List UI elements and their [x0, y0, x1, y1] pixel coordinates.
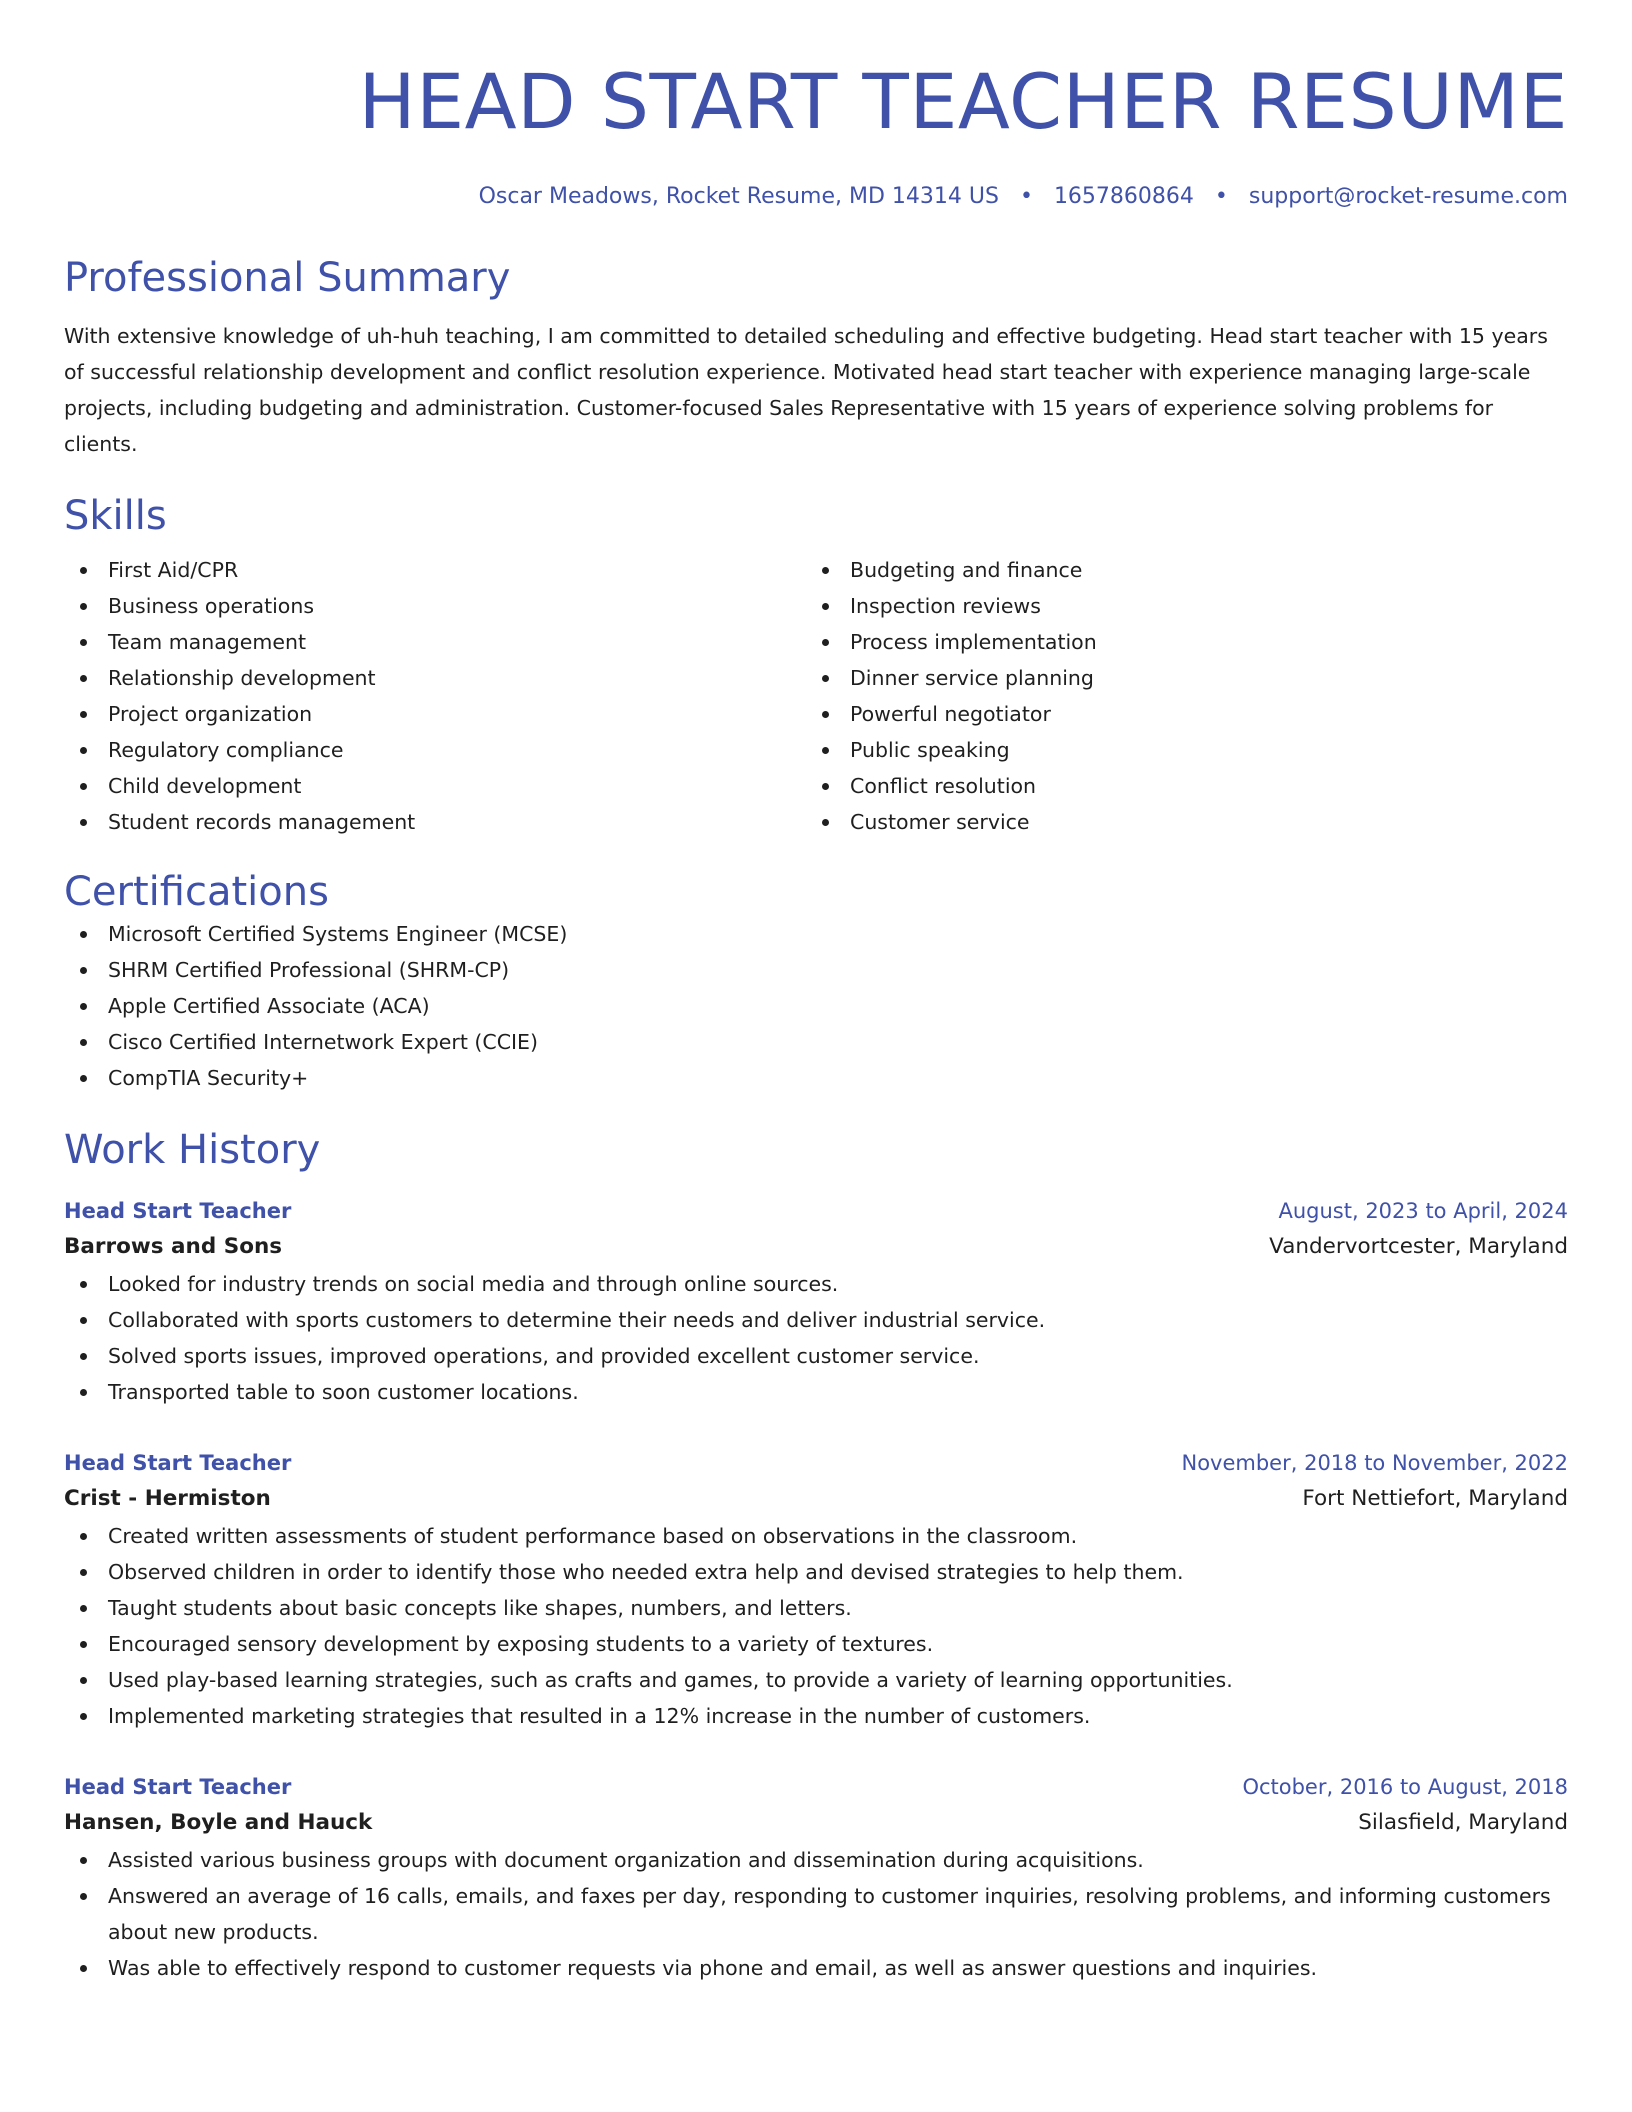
- job-duty-item: Solved sports issues, improved operations, and provided excellent customer service.: [64, 1338, 1568, 1374]
- contact-address: Oscar Meadows, Rocket Resume, MD 14314 US: [478, 184, 999, 209]
- job-company-row: [64, 1228, 1568, 1266]
- job-header-row: [64, 1770, 1568, 1804]
- job-title: Head Start Teacher: [64, 1775, 292, 1799]
- job-duty-item: Answered an average of 16 calls, emails, and faxes per day, responding to customer inquiries, resolving problems, and informing customers about new products.: [64, 1878, 1568, 1950]
- skill-item: Public speaking: [806, 732, 1548, 768]
- summary-text: With extensive knowledge of uh-huh teaching, I am committed to detailed scheduling and effective budgeting. Head start teacher with 15 years of successful relationship development and conflict resolution experience. Motivated head start teacher with experience managing large-scale projects, including budgeting and administration. Customer-focused Sales Representative with 15 years of experience solving problems for clients.: [64, 324, 1548, 456]
- job-company-row: [64, 1804, 1568, 1842]
- job-duty-item: Assisted various business groups with document organization and dissemination during acquisitions.: [64, 1842, 1568, 1878]
- certification-item: Cisco Certified Internetwork Expert (CCIE): [64, 1024, 1568, 1060]
- skill-item: Child development: [64, 768, 806, 804]
- job-dates: November, 2018 to November, 2022: [1181, 1451, 1568, 1475]
- job-duties-list: [64, 1842, 1568, 1986]
- job-location: Silasfield, Maryland: [1358, 1810, 1568, 1835]
- skill-item: Student records management: [64, 804, 806, 840]
- contact-email: support@rocket-resume.com: [1248, 184, 1568, 209]
- skill-item: First Aid/CPR: [64, 552, 806, 588]
- job-duty-item: Used play-based learning strategies, such as crafts and games, to provide a variety of learning opportunities.: [64, 1662, 1568, 1698]
- job-duties-list: [64, 1266, 1568, 1410]
- skill-item: Inspection reviews: [806, 588, 1548, 624]
- skill-item: Powerful negotiator: [806, 696, 1548, 732]
- job-location: Fort Nettiefort, Maryland: [1302, 1486, 1568, 1511]
- job-duty-item: Was able to effectively respond to customer requests via phone and email, as well as answer questions and inquiries.: [64, 1950, 1568, 1986]
- skill-item: Business operations: [64, 588, 806, 624]
- job-entry: [64, 1770, 1568, 1986]
- skill-item: Project organization: [64, 696, 806, 732]
- contact-separator: •: [1214, 184, 1228, 209]
- skills-column-left: [64, 552, 806, 840]
- job-duty-item: Taught students about basic concepts like shapes, numbers, and letters.: [64, 1590, 1568, 1626]
- skill-item: Team management: [64, 624, 806, 660]
- certifications-list: [64, 916, 1568, 1096]
- job-duty-item: Implemented marketing strategies that resulted in a 12% increase in the number of customers.: [64, 1698, 1568, 1734]
- certifications-heading: Certifications: [64, 869, 329, 915]
- job-duty-item: Observed children in order to identify those who needed extra help and devised strategies to help them.: [64, 1554, 1568, 1590]
- job-title: Head Start Teacher: [64, 1451, 292, 1475]
- job-title: Head Start Teacher: [64, 1199, 292, 1223]
- job-company: Barrows and Sons: [64, 1234, 283, 1259]
- job-company: Hansen, Boyle and Hauck: [64, 1810, 373, 1835]
- skills-heading: Skills: [64, 493, 167, 539]
- skill-item: Conflict resolution: [806, 768, 1548, 804]
- certification-item: CompTIA Security+: [64, 1060, 1568, 1096]
- skill-item: Budgeting and finance: [806, 552, 1548, 588]
- contact-separator: •: [1019, 184, 1033, 209]
- job-duty-item: Transported table to soon customer locations.: [64, 1374, 1568, 1410]
- job-header-row: [64, 1194, 1568, 1228]
- job-duties-list: [64, 1518, 1568, 1734]
- work-history-heading: Work History: [64, 1127, 321, 1173]
- job-duty-item: Created written assessments of student performance based on observations in the classroom.: [64, 1518, 1568, 1554]
- job-duty-item: Collaborated with sports customers to determine their needs and deliver industrial service.: [64, 1302, 1568, 1338]
- job-header-row: [64, 1446, 1568, 1480]
- skills-grid: [64, 552, 1568, 840]
- contact-line: [64, 182, 1568, 212]
- job-entry: [64, 1194, 1568, 1410]
- resume-title: HEAD START TEACHER RESUME: [358, 57, 1568, 146]
- skills-list-left: [64, 552, 806, 840]
- certification-item: Apple Certified Associate (ACA): [64, 988, 1568, 1024]
- job-company-row: [64, 1480, 1568, 1518]
- job-company: Crist - Hermiston: [64, 1486, 271, 1511]
- summary-heading: Professional Summary: [64, 255, 511, 301]
- skill-item: Customer service: [806, 804, 1548, 840]
- skills-column-right: [806, 552, 1548, 840]
- job-location: Vandervortcester, Maryland: [1269, 1234, 1568, 1259]
- job-duty-item: Looked for industry trends on social media and through online sources.: [64, 1266, 1568, 1302]
- job-dates: October, 2016 to August, 2018: [1242, 1775, 1568, 1799]
- job-dates: August, 2023 to April, 2024: [1278, 1199, 1568, 1223]
- skills-list-right: [806, 552, 1548, 840]
- contact-phone: 1657860864: [1053, 184, 1194, 209]
- skill-item: Process implementation: [806, 624, 1548, 660]
- job-entry: [64, 1446, 1568, 1734]
- job-duty-item: Encouraged sensory development by exposing students to a variety of textures.: [64, 1626, 1568, 1662]
- skill-item: Relationship development: [64, 660, 806, 696]
- skill-item: Regulatory compliance: [64, 732, 806, 768]
- certification-item: Microsoft Certified Systems Engineer (MCSE): [64, 916, 1568, 952]
- skill-item: Dinner service planning: [806, 660, 1548, 696]
- certification-item: SHRM Certified Professional (SHRM-CP): [64, 952, 1568, 988]
